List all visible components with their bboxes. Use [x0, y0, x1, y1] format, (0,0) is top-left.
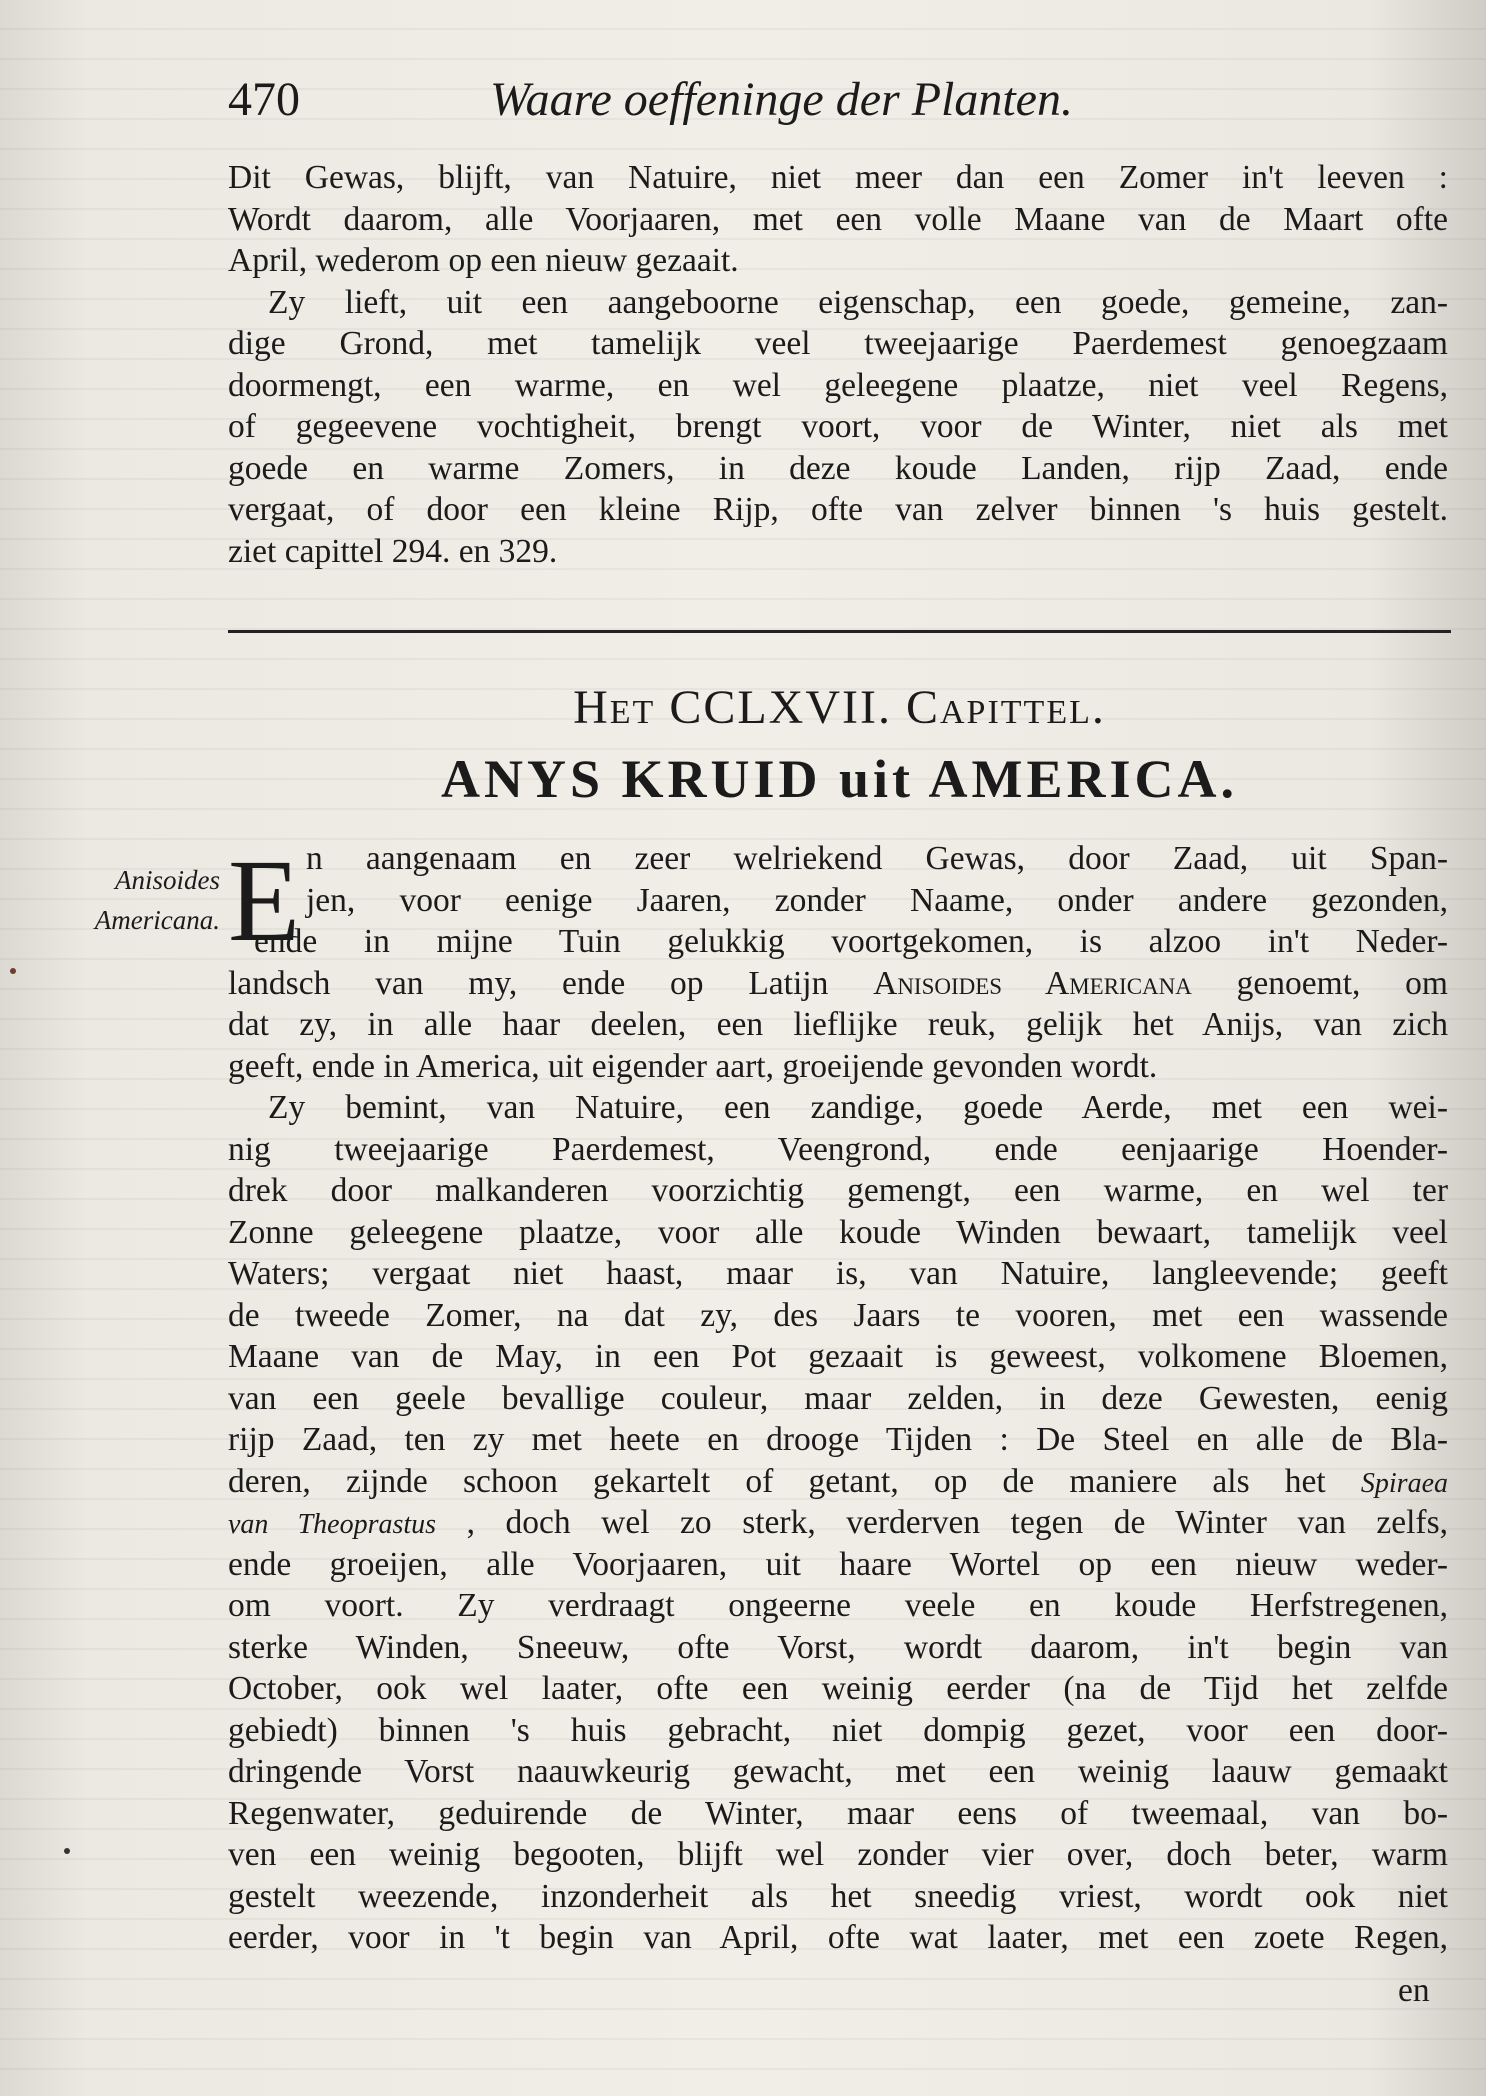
- text-line: Zy lieft, uit een aangeboorne eigenschap, een goede, gemeine, zan-: [268, 283, 1448, 321]
- chapter-heading: Het CCLXVII. Capittel.: [573, 681, 1106, 734]
- text-line: dat zy, in alle haar deelen, een lieflijke reuk, gelijk het Anijs, van zich: [228, 1006, 1448, 1043]
- text-line: nig tweejaarige Paerdemest, Veengrond, ende eenjaarige Hoender-: [228, 1130, 1448, 1168]
- latin-name: Anisoides Americana: [873, 964, 1192, 1002]
- text-line: jen, voor eenige Jaaren, zonder Naame, onder andere gezonden,: [306, 881, 1448, 919]
- text-line-with-italic: [228, 1461, 1448, 1503]
- text-line: April, wederom op een nieuw gezaait.: [228, 242, 739, 279]
- text-line: n aangenaam en zeer welriekend Gewas, door Zaad, uit Span-: [306, 840, 1448, 877]
- text-line: Maane van de May, in een Pot gezaait is geweest, volkomene Bloemen,: [228, 1338, 1448, 1375]
- text-fragment: , doch wel zo sterk, verderven tegen de Winter van zelfs,: [466, 1504, 1448, 1541]
- text-fragment: genoemt, om: [1236, 964, 1448, 1002]
- text-line-with-italic: [228, 1502, 1448, 1544]
- text-line: Wordt daarom, alle Voorjaaren, met een volle Maane van de Maart ofte: [228, 200, 1448, 238]
- paragraph-block-top: [228, 157, 1448, 572]
- text-line: of gegeevene vochtigheit, brengt voort, voor de Winter, niet als met: [228, 408, 1448, 445]
- text-line: drek door malkanderen voorzichtig gemengt, een warme, en wel ter: [228, 1172, 1448, 1209]
- text-line: sterke Winden, Sneeuw, ofte Vorst, wordt daarom, in't begin van: [228, 1628, 1448, 1666]
- italic-term: Spiraea: [1360, 1467, 1449, 1499]
- text-line: ven een weinig begooten, blijft wel zonder vier over, doch beter, warm: [228, 1836, 1448, 1873]
- text-line: rijp Zaad, ten zy met heete en drooge Tijden : De Steel en alle de Bla-: [228, 1421, 1448, 1458]
- chapter-title: ANYS KRUID uit AMERICA.: [440, 749, 1239, 809]
- text-line: ende groeijen, alle Voorjaaren, uit haare Wortel op een nieuw weder-: [228, 1545, 1448, 1583]
- text-line-with-latin: [228, 963, 1448, 1005]
- margin-note-line: Anisoides: [115, 865, 220, 895]
- text-line: Waters; vergaat niet haast, maar is, van Natuire, langleevende; geeft: [228, 1255, 1448, 1292]
- margin-note: [40, 860, 220, 940]
- paragraph-block-chapter: [228, 835, 1449, 1959]
- catchword: en: [1398, 1972, 1430, 2009]
- text-line: Zonne geleegene plaatze, voor alle koude Winden bewaart, tamelijk veel: [228, 1213, 1448, 1251]
- text-line: van een geele bevallige couleur, maar zelden, in deze Gewesten, eenig: [228, 1379, 1448, 1417]
- running-head: [228, 72, 1428, 142]
- text-line: gebiedt) binnen 's huis gebracht, niet dompig gezet, voor een door-: [228, 1711, 1448, 1749]
- text-line: dige Grond, met tamelijk veel tweejaarige Paerdemest genoegzaam: [228, 325, 1448, 362]
- text-line: Dit Gewas, blijft, van Natuire, niet meer dan een Zomer in't leeven :: [228, 159, 1448, 196]
- margin-note-line: Americana.: [94, 905, 220, 935]
- ink-speck: [64, 1848, 70, 1854]
- text-line: om voort. Zy verdraagt ongeerne veele en koude Herfstregenen,: [228, 1587, 1448, 1624]
- text-fragment: landsch van my, ende op Latijn: [228, 964, 829, 1002]
- text-line: vergaat, of door een kleine Rijp, ofte van zelver binnen 's huis gestelt.: [228, 491, 1448, 528]
- running-title: Waare oeffeninge der Planten.: [490, 73, 1073, 126]
- text-fragment: deren, zijnde schoon gekartelt of getant, op de maniere als het: [228, 1462, 1326, 1500]
- text-line: Zy bemint, van Natuire, een zandige, goede Aerde, met een wei-: [268, 1089, 1448, 1126]
- text-line: gestelt weezende, inzonderheit als het sneedig vriest, wordt ook niet: [228, 1877, 1448, 1915]
- text-line: eerder, voor in 't begin van April, ofte wat laater, met een zoete Regen,: [228, 1919, 1448, 1956]
- text-line: de tweede Zomer, na dat zy, des Jaars te vooren, met een wassende: [228, 1296, 1448, 1334]
- text-line: goede en warme Zomers, in deze koude Landen, rijp Zaad, ende: [228, 449, 1448, 487]
- text-line: dringende Vorst naauwkeurig gewacht, met een weinig laauw gemaakt: [228, 1753, 1448, 1790]
- text-line: Regenwater, geduirende de Winter, maar eens of tweemaal, van bo-: [228, 1794, 1448, 1832]
- page-number: 470: [228, 73, 300, 126]
- section-divider: [228, 630, 1451, 633]
- ink-speck: [10, 968, 16, 974]
- italic-term: van Theoprastus: [228, 1509, 437, 1540]
- drop-cap: E: [228, 835, 301, 966]
- text-line: geeft, ende in America, uit eigender aart, groeijende gevonden wordt.: [228, 1047, 1158, 1085]
- text-line: ziet capittel 294. en 329.: [228, 532, 558, 570]
- text-line: ende in mijne Tuin gelukkig voortgekomen, is alzoo in't Neder-: [254, 923, 1448, 960]
- text-line: October, ook wel laater, ofte een weinig eerder (na de Tijd het zelfde: [228, 1670, 1448, 1707]
- text-line: doormengt, een warme, en wel geleegene plaatze, niet veel Regens,: [228, 366, 1448, 404]
